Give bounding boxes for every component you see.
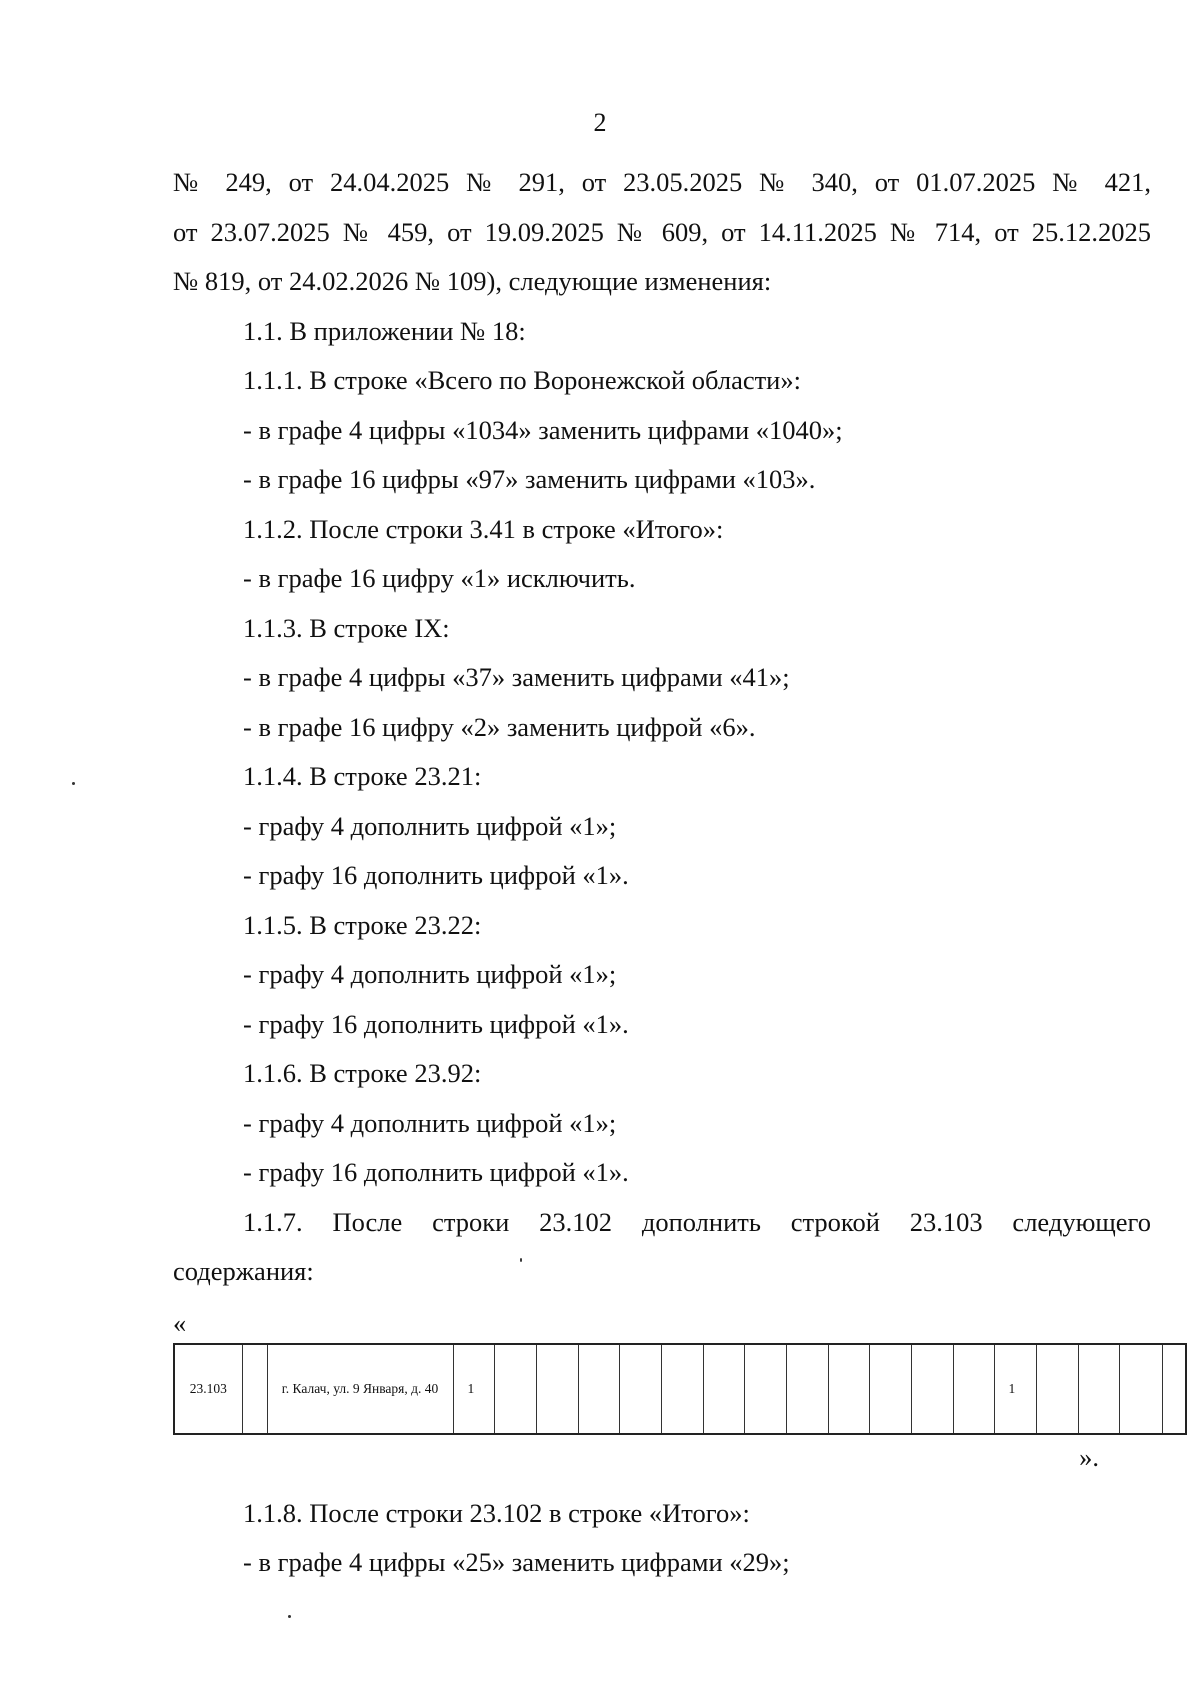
inserted-row-table [173,1343,1187,1435]
item-1-1-5: 1.1.5. В строке 23.22: [243,909,482,940]
document-body [173,158,1151,1588]
list-item: - графу 4 дополнить цифрой «1»; [243,959,617,989]
inserted-row-table-wrap [173,1343,1151,1435]
intro-line-3: № 819, от 24.02.2026 № 109), следующие изменения: [173,266,772,296]
table-cell [619,1344,661,1434]
table-cell [1036,1344,1078,1434]
item-1-1-8: 1.1.8. После строки 23.102 в строке «Итого»: [243,1497,750,1528]
table-cell [703,1344,744,1434]
scan-speck [288,1615,291,1618]
table-cell [1162,1344,1186,1434]
table-cell [494,1344,536,1434]
table-cell [786,1344,828,1434]
list-item: - в графе 4 цифры «25» заменить цифрами «29»; [243,1547,790,1577]
item-1-1: 1.1. В приложении № 18: [243,315,526,346]
list-item: - графу 4 дополнить цифрой «1»; [243,810,617,841]
list-item: - в графе 16 цифру «2» заменить цифрой «6». [243,711,756,742]
table-cell [911,1344,953,1434]
list-item: - в графе 16 цифры «97» заменить цифрами «103». [243,464,816,494]
list-item: - в графе 16 цифру «1» исключить. [243,563,636,593]
table-row [174,1344,1186,1434]
item-1-1-7-line-1: 1.1.7. После строки 23.102 дополнить строкой 23.103 следующего [243,1206,1151,1237]
list-item: - графу 16 дополнить цифрой «1». [243,860,629,890]
item-1-1-2: 1.1.2. После строки 3.41 в строке «Итого»: [243,513,724,544]
closing-quote: ». [1079,1441,1099,1472]
list-item: - в графе 4 цифры «1034» заменить цифрами «1040»; [243,414,843,445]
list-item: - графу 16 дополнить цифрой «1». [243,1157,629,1187]
item-1-1-7-line-2: содержания: [173,1256,314,1286]
table-cell [536,1344,578,1434]
scan-speck [72,782,75,785]
table-cell [1119,1344,1162,1434]
item-1-1-7 [173,1198,1151,1248]
table-cell-address: г. Калач, ул. 9 Января, д. 40 [267,1344,453,1434]
intro-paragraph [173,158,1151,307]
list-item: - графу 4 дополнить цифрой «1»; [243,1107,617,1138]
table-cell [242,1344,267,1434]
table-cell [661,1344,703,1434]
table-cell [828,1344,869,1434]
opening-quote: « [173,1307,187,1338]
table-cell [953,1344,994,1434]
item-1-1-6: 1.1.6. В строке 23.92: [243,1058,482,1088]
scan-speck [520,1258,522,1262]
table-cell [1078,1344,1119,1434]
intro-line-2: от 23.07.2025 № 459, от 19.09.2025 № 609, от 14.11.2025 № 714, от 25.12.2025 [173,216,1151,247]
list-item: - в графе 4 цифры «37» заменить цифрами «41»; [243,662,790,692]
table-cell-col-16: 1 [994,1344,1036,1434]
table-cell-row-number: 23.103 [174,1344,242,1434]
table-cell [744,1344,786,1434]
list-item: - графу 16 дополнить цифрой «1». [243,1008,629,1039]
page-number: 2 [593,108,607,137]
table-cell [869,1344,911,1434]
item-1-1-1: 1.1.1. В строке «Всего по Воронежской области»: [243,365,801,395]
intro-line-1: № 249, от 24.04.2025 № 291, от 23.05.2025 № 340, от 01.07.2025 № 421, [173,167,1151,197]
table-cell [578,1344,619,1434]
item-1-1-4: 1.1.4. В строке 23.21: [243,761,482,791]
item-1-1-3: 1.1.3. В строке IX: [243,612,450,643]
table-cell-col-4: 1 [453,1344,494,1434]
